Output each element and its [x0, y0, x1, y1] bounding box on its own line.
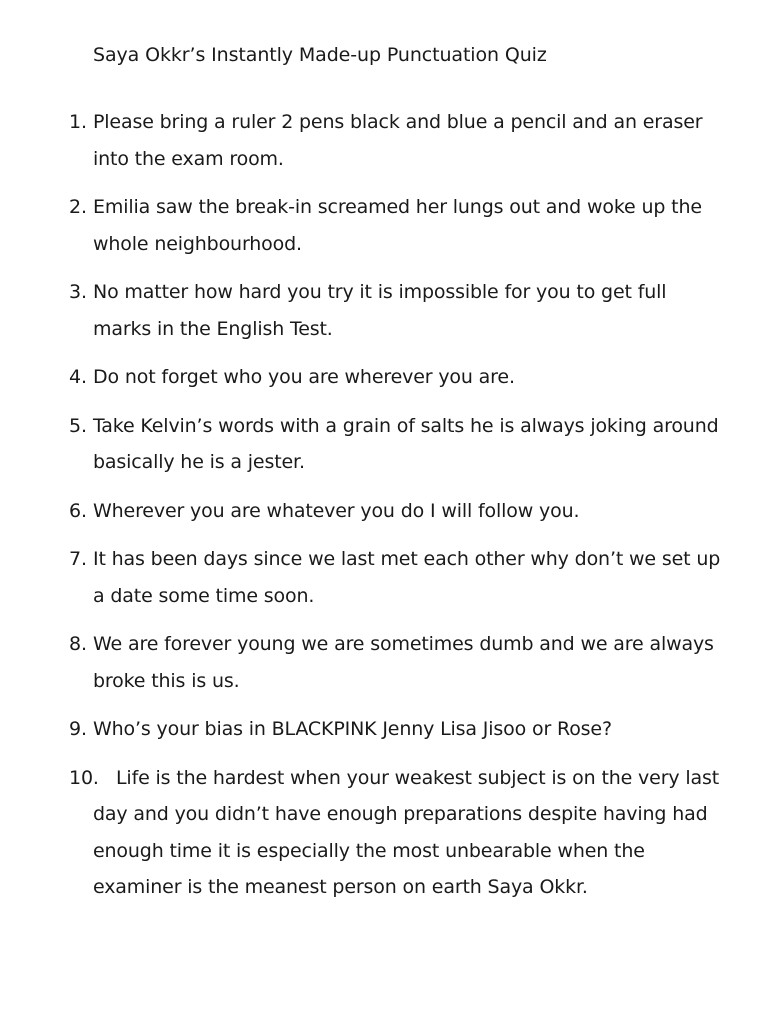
question-list — [0, 104, 768, 918]
question-number: 9. — [69, 718, 87, 740]
question-item-2 — [0, 189, 768, 262]
question-number: 6. — [69, 499, 87, 522]
question-item-1 — [0, 104, 768, 177]
question-text: No matter how hard you try it is impossible for you to get full marks in the English Test. — [93, 281, 667, 340]
question-text: Wherever you are whatever you do I will follow you. — [93, 499, 580, 522]
question-text: It has been days since we last met each other why don’t we set up a date some time soon. — [93, 548, 721, 607]
quiz-title: Saya Okkr’s Instantly Made-up Punctuation Quiz — [93, 44, 547, 66]
question-number: 10. — [69, 766, 99, 789]
question-text: Do not forget who you are wherever you are. — [93, 366, 515, 388]
question-number: 4. — [69, 366, 87, 388]
question-item-3 — [0, 274, 768, 347]
question-number: 3. — [69, 281, 87, 303]
question-text: Emilia saw the break-in screamed her lungs out and woke up the whole neighbourhood. — [93, 196, 702, 255]
question-text: Who’s your bias in BLACKPINK Jenny Lisa Jisoo or Rose? — [93, 718, 612, 740]
question-item-9 — [0, 711, 768, 748]
question-text: Life is the hardest when your weakest subject is on the very last day and you didn’t have enough preparations despite having had enough time it is especially the most unbearable when the examiner is the meanest person on earth Saya Okkr. — [93, 766, 720, 898]
question-text: Please bring a ruler 2 pens black and blue a pencil and an eraser into the exam room. — [93, 111, 703, 170]
question-text: We are forever young we are sometimes dumb and we are always broke this is us. — [93, 633, 714, 692]
question-number: 7. — [69, 548, 87, 570]
question-text: Take Kelvin’s words with a grain of salts he is always joking around basically he is a jester. — [93, 414, 719, 473]
question-item-10 — [0, 760, 768, 906]
question-item-4 — [0, 359, 768, 396]
question-number: 8. — [69, 633, 87, 655]
question-number: 1. — [69, 111, 87, 133]
question-number: 5. — [69, 414, 87, 437]
question-number: 2. — [69, 196, 87, 218]
question-item-5 — [0, 408, 768, 481]
question-item-6 — [0, 493, 768, 530]
question-item-8 — [0, 626, 768, 699]
question-item-7 — [0, 541, 768, 614]
